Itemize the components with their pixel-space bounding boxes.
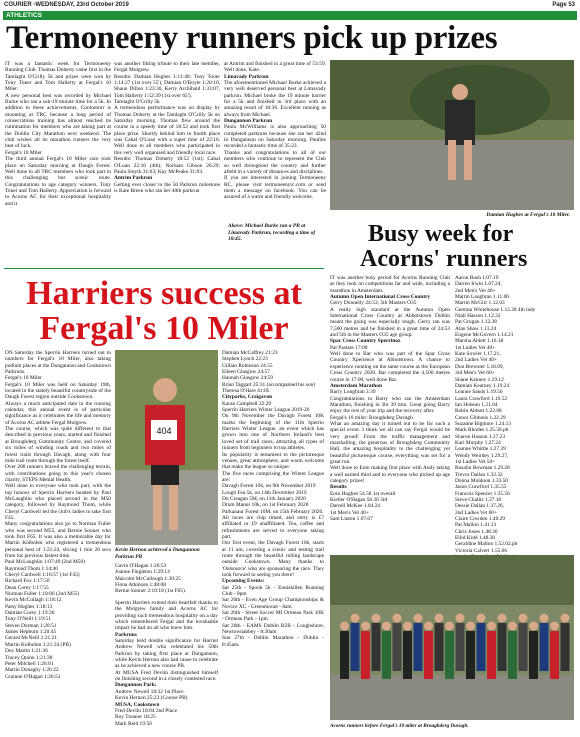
paragraph: Dn Creagan 5M, on 11th January 2020 [222, 495, 306, 502]
group-photo-illustration [330, 555, 574, 720]
paragraph: Damian Kearney 1.19.24 [455, 382, 510, 389]
paragraph: Fergal's 10 Miler [5, 375, 42, 382]
paragraph: Chris Jones 1.48.30 [455, 528, 498, 535]
paragraph: Davagh Forest 10k, on 9th November 2019 [222, 483, 316, 490]
paragraph: Dean Corey 1:17:55 [5, 584, 49, 591]
paragraph: Paula McWilliams is also approaching 50 completed parkruns because she ran her 42nd in Dungannon on Saturday morning. Pauline recorded a fantastic time of 35:23. [224, 124, 326, 150]
paragraph: Autumn Open International Cross Country [330, 294, 431, 301]
paragraph: Kevin Hernon 25:23 (Course PB) [115, 695, 188, 702]
harriers-headline-line-1: Harriers success at [26, 275, 302, 312]
paragraph: Our first event, the Davagh Forest 10k, starts at 11 am, covering a scenic and testing trail route through the beautiful rolling landscape outside Cookstown. Many thanks to 'Outsource' who are sponsoring the race. They look forward to seeing you there! [222, 540, 324, 579]
paragraph: Over 200 runners braved the challenging terrain, with contributions going to this year's chosen charity, STEPS Mental Health. [5, 464, 111, 483]
paragraph: Steven Dorman 1:20:51 [5, 622, 57, 629]
crowd-figure [435, 623, 444, 671]
paragraph: Always a much anticipated date in the running calendar, this annual event is of particular significance as it celebrates the life and memory of Acorns AC athlete Fergal Mulgrew. [5, 400, 111, 426]
paragraph: Malcolm McCullough 1:30:25 [115, 575, 181, 582]
crowd-head [498, 614, 507, 623]
crowd-figure [466, 631, 475, 679]
crowd-head [561, 614, 570, 623]
paragraph: Patsy Hughes 1:18:13 [5, 603, 53, 610]
paragraph: Suzanne Bigmore 1.24.13 [455, 420, 511, 427]
crowd-figure [561, 623, 570, 671]
acorns-column-1 [330, 275, 450, 550]
crowd-figure [550, 631, 559, 679]
paragraph: Hannah Glasgow 24:59 [222, 375, 273, 382]
paragraph: Sharon Hasson 1.27.23 [455, 433, 506, 440]
paragraph: Wendy Weirdey 1.29.27, [455, 452, 509, 459]
paragraph: Dessie Dallan 1.37.26, [455, 503, 504, 510]
paragraph: Its popularity is testament to the picturesque venues, great atmosphere, and warm welcome that make the league so unique. [222, 451, 324, 471]
harriers-headline-line-2: Fergal's 10 Miler [39, 310, 289, 347]
crowd-head [550, 622, 559, 631]
paragraph: Claire Cowden 1.40.29 [455, 516, 506, 523]
paragraph: 1st Ladies Vet 40+ [455, 344, 496, 351]
paragraph: Cheryl Cardwell 1:16:57 (1st F45) [5, 572, 80, 579]
paragraph: Stephen Lynch 22:23 [222, 356, 268, 363]
crowd-figure [487, 631, 496, 679]
paragraph: Bernie Sonner 2:10:18 (1st F65). [115, 588, 187, 595]
paragraph: 2nd Ladies Vet 40+ [455, 357, 498, 364]
paragraph: Sperrin Harriers extend their heartfelt thanks to the Mulgrew family and Acorns AC for providing such tremendous hospitality on a day which remembered Fergal and the invaluable impact he had on all who knew him. [115, 600, 218, 632]
top-story-column-1 [5, 61, 111, 263]
paragraph: At MUSA Fred Devlin distinguished himself on finishing second in a closely contested race. [115, 669, 218, 683]
paragraph: Saturday held double significance for Harriet Andrew Newell who celebrated his 50th Parkrun by taking first place at Dungannon, while Kevin Hernon also had cause to celebrate as he achieved a new course PB. [115, 638, 218, 670]
paragraph: Pat Grogan 1.12.38 [455, 319, 497, 326]
paragraph: Results [330, 484, 347, 491]
acorns-photo-caption: Acorns runners before Fergal's 10 miler at Broughderg Davagh. [330, 723, 469, 729]
paragraph: Gavin O'Hagan 1:26:53 [115, 563, 167, 569]
paragraph: Laura Crawford 1.19.52 [455, 395, 508, 402]
crowd-head [424, 622, 433, 631]
paragraph: Parkruns [115, 631, 137, 638]
paragraph: Marsha Ablett 1.16.18 [455, 338, 504, 345]
paragraph: Fergal's 10 Miler [5, 149, 42, 156]
crowd-head [351, 614, 360, 623]
paragraph: Niall Hasson 1.12.32 [455, 313, 501, 320]
paragraph: Karan Campbell 22:29 [222, 400, 272, 407]
paragraph: A tremendous performance was on display by Thomas Doherty at the Tamlaght O'Crilly 5k on Saturday morning. Thomas flew around the course in a speedy time of 18:52 and took first place prize. Shortly behind him in fourth place was Cahal O'Loan with a super time of 22:16. Well done to all members who participated in this very well organised and friendly local race. [114, 105, 220, 156]
paragraph: Gemma Whitehouse 1.12.28 4th lady [455, 306, 536, 313]
paragraph: Grainne O'Hagan 1:26:51 [5, 673, 61, 680]
crowd-figure [477, 623, 486, 671]
paragraph: Paul McLaughlin 1:07:49 (2nd M50) [5, 559, 85, 566]
paragraph: Conor Gibbons 1.22.29 [455, 414, 506, 421]
paragraph: Limavady Parkrun [224, 73, 269, 80]
crowd-head [414, 614, 423, 623]
paragraph: The course, which was quite different to that described in previous years, started and finished at Broughderg Community Centre, and covered six miles of winding roads and two miles of forest trails through Davagh, along with four mile trail route through the forest itself. [5, 426, 111, 464]
crowd-head [361, 622, 370, 631]
paragraph: Darrell McKee 1.04.24 [330, 503, 380, 510]
paragraph: Rosalin Bowman 1.29.28 [455, 465, 510, 472]
crowd-figure [456, 623, 465, 671]
paragraph: Dungannon Park: [115, 682, 157, 689]
paragraph: Antrim Parkrun [114, 175, 153, 182]
paragraph: Donna Muldoon 1.33.50 [455, 478, 509, 484]
crowd-head [487, 622, 496, 631]
paragraph: Well done to Eoin making first place with Andy taking a well earned third and to everyone who picked up age category prizes! [330, 465, 450, 484]
pullquote: Above: Michael Burke ran a PB at Limavady Parkrun, recording a time of 18:45. [228, 223, 316, 242]
svg-text:404: 404 [156, 426, 172, 436]
paragraph: Peter Mitchell 1:26:01 [5, 660, 54, 667]
paragraph: Doc Martin 1:21:36 [5, 648, 48, 655]
paragraph: Congratulations to Barry who ran the Amsterdam Marathon, finishing in 3hr 39 min. Great going Barry enjoy the rest of your trip and the recovery after. [330, 395, 450, 415]
paragraph: Sat 26th - EAMS Dublin B2B - Loughshore, Newtownabbey - 8:30am [222, 622, 324, 636]
paragraph: Damian Corey 1:19:30 [5, 610, 55, 617]
acorns-headline-line-1: Busy week for [368, 221, 514, 247]
paragraph: Drum Manor 10k, on 1st February 2020 [222, 502, 309, 509]
paragraph: Sat 26th - Street Soccer MI Ormeau Park 10K - Ormeau Park - 1pm [222, 610, 324, 623]
paragraph: Dungannon Parkrun [224, 118, 273, 125]
crowd-figure [414, 623, 423, 671]
section-banner: ATHLETICS [3, 11, 577, 20]
paragraph: Leanne Sands 1.19.50 [455, 389, 503, 396]
kevin-hernon-photo [115, 350, 218, 545]
paragraph: Kevin McCullagh 1:18:12 [5, 597, 62, 604]
paragraph: Sun 27th - Dublin Marathon - Dublin - 8:45am. [222, 635, 324, 648]
paragraph: Shane Kenney 1.19.12 [455, 376, 504, 383]
paragraph: 2nd Men's Vet 40+ [455, 287, 496, 294]
crowd-head [456, 614, 465, 623]
paragraph: Sam Linton 1.07.07 [330, 516, 373, 523]
paragraph: Alan Shaw 1.13.24 [455, 325, 497, 332]
paragraph: Barry Loughran 3:39 [330, 389, 376, 396]
paragraph: ON Saturday the Sperrin Harriers turned out in numbers for Fergal's 10 Miler, also taking podium places at the Dungannon and Cookstown Parkruns. [5, 350, 111, 376]
crowd-head [529, 622, 538, 631]
paragraph: Eugene McGovern 1.14.21 [455, 332, 514, 339]
crowd-figure [529, 631, 538, 679]
paragraph: Well done to everyone who took part, with the top honour of Sperrin Harriers headed by Paul McLaughlin who placed second in the M50 category, followed by Raymond Thom, while Cheryl Cardwell led the club's ladies to take first F45. [5, 483, 111, 521]
harriers-column-2-bottom [115, 600, 218, 733]
paragraph: Brian Taggart 25:31 (accompanied his son) [222, 381, 316, 388]
runner-illustration [115, 350, 218, 545]
paragraph: Kate Sowler 1.17.21, [455, 351, 501, 358]
paragraph: Martin Kolbohm 1:21:24 (PB) [5, 641, 71, 648]
paragraph: Geraldine Mallon 1.52.02.pb [455, 541, 518, 548]
paragraph: A new personal best was recorded by Michael Burke who ran a sub-19 minute time for a 5k. In addition to these achievements, Conlomnrr is mounting at TRC because a long period of consecrations training has almost reached its culmination for members who are taking part at the Dublin City Marathon next weekend. The club wishes all its marathon runners the very best of luck. [5, 92, 111, 150]
paragraph: Norman Fuller 1:18:06 (2nd M55) [5, 591, 80, 598]
crowd-head [393, 614, 402, 623]
crowd-head [435, 614, 444, 623]
paragraph: Fiona Atkinson 1:48:08 [115, 582, 166, 589]
page-number: Page 53 [552, 2, 575, 8]
paragraph: Lough Fea 5k, on 14th December 2019 [222, 489, 307, 496]
paragraph: Karl Murphy 1.27.24 [455, 439, 501, 446]
paragraph: IT was a fantastic week for Termoneeny Running Club. Thomas Doherty came first in the Tamlaght O'Crilly 5k and prizes were won by Tony Toner and Tom Hallerty at Fergal's 10 Miler. [5, 61, 111, 93]
paragraph: Mark Rhodes 1.25.58.pb [455, 427, 509, 434]
paragraph: Don Brewster 1.18.09, [455, 363, 504, 370]
crowd-head [403, 622, 412, 631]
paragraph: Aaron Rush 1.07.19 [455, 275, 499, 281]
paragraph: 1st Ladies Vet 50+ [455, 458, 496, 465]
crowd-head [540, 614, 549, 623]
crowd-head [466, 622, 475, 631]
crowd-figure [519, 623, 528, 671]
paragraph: Martin Donaghy 1:26:22 [5, 667, 59, 674]
paragraph: Mark Reid 19:50 [115, 720, 152, 727]
crowd-head [519, 614, 528, 623]
paragraph: If you are interested in joining Termoneeny RC, please visit termoneenyrc.com or send them a message on facebook. You can be assured of a warm and friendly welcome. [224, 175, 326, 201]
paragraph: Eilid Kidd 1.48.30 [455, 535, 496, 542]
paragraph: Tracey Quinn 1:21:38 [5, 654, 53, 661]
paragraph: Getting ever closer to the 50 Parkrun milestone is Kate Breen who ran her 40th parkrun [114, 181, 220, 194]
paragraph: What an amazing day it turned out to be for such a special event. I think we all can say Fergal would be very proud! From the traffic management and marshalling, the generous of Broughderg Community Hall, the amazing hospitality to the challenging yet beautiful picturesque course, everything was set for a great run. [330, 420, 450, 465]
crowd-head [508, 622, 517, 631]
paragraph: Trevor Dallan 1.32.32 [455, 471, 503, 478]
paragraph: Well done to Bar who was part of the Spar Cross Country Xperience at Abbotstown. A chance to experience running on the same course as the European Cross Country 2020. Bar completed the 4,500 metres course in 17:00, well done Bar. [330, 351, 450, 383]
crowd-figure [403, 631, 412, 679]
paragraph: Francois Spencer 1.35.56 [455, 490, 510, 497]
paragraph: Parkanaur Forest 10M, on 15th February 2020. [222, 508, 324, 515]
crowd-figure [508, 631, 517, 679]
paragraph: Damian McCaffrey 21:23 [222, 350, 278, 356]
paragraph: Steve Challis 1.37.18 [455, 497, 502, 504]
crowd-figure [540, 623, 549, 671]
acorns-group-photo [330, 555, 574, 720]
paragraph: Sperrin Harriers Winter League 2019-20 [222, 407, 310, 414]
crowd-figure [445, 631, 454, 679]
paragraph: Upcoming Events: [222, 578, 265, 585]
paragraph: MUSA, Cookstown [115, 701, 160, 708]
paragraph: Robin Abbott 1.22.08 [455, 408, 502, 415]
paragraph: Tamlaght O'Crilly 5k [114, 99, 160, 106]
paragraph: A really high standard at the Autumn Open International Cross Country at Abbotstown Dublin meant the going was especially tough. Gerry ran was 7,500 metres and he finished in a great time of 24:53 and 5th in the Masters O35 age group. [330, 306, 450, 339]
paragraph: Fergal's 10 Miler was held on Saturday 19th, located in the stately beautiful countryside of the Daugh Forest region outside Cookstown. [5, 381, 111, 401]
paragraph: The third annual Fergal's 10 Miler race took place on Saturday morning at Daugh Forest. Well done to all TRC members who took part in this challenging but scenic route. Congratulations to age category winners, Tony Toner and Tom Hallerty. Appreciation is forward to Acorns AC for their exceptional hospitality and it [5, 156, 111, 207]
paragraph: James Hepburn 1:20:45 [5, 629, 57, 636]
crowd-head [477, 614, 486, 623]
crowd-figure [361, 631, 370, 679]
paragraph: Gerard McNeill 1:21:21 [5, 635, 58, 642]
divider [4, 268, 324, 269]
runner-photo-illustration [330, 60, 574, 210]
paragraph: Martin McGirr 1.12.03 [455, 300, 505, 307]
crowd-figure [372, 623, 381, 671]
paragraph: 3rd Men's Vet 60+ [455, 370, 495, 377]
paragraph: Eoin Hughes 54.58 1st overall [330, 490, 396, 497]
harriers-column-1 [5, 350, 111, 733]
paragraph: All races are chip timed, and entry is £7 affiliated or £9 unaffiliated. Tea, coffee and refreshments are served to everyone taking part. [222, 514, 324, 540]
paragraph: 2nd Ladies Vet 60+ [455, 509, 498, 516]
paragraph: Thanks and congratulations to all of our members who continue to represent the Club so well throughout the country and further afield in a variety of distances and disciplines. [224, 149, 326, 175]
harriers-column-2-top [115, 563, 218, 598]
paragraph: Roy Treanor 18:25 [115, 714, 156, 721]
publication-date: COURIER -WEDNESDAY, 23rd October 2019 [4, 2, 129, 8]
crowd-figure [351, 623, 360, 671]
paragraph: Victoria Calvert 1.55.06 [455, 547, 508, 554]
harriers-photo-caption: Kevin Hernon achieved a Dungannon Parkrun PB [115, 547, 200, 560]
paragraph: The five races comprising the Winter League are: [222, 470, 324, 483]
paragraph: Results: Thomas Doherty 18:52 (1st); Cahal O'Loan 22:16 (4th); Norman Gibson 26:29; Paula Smyth 31:03; Kay McPeake 31:03. [114, 156, 220, 175]
acorns-headline-line-2: Acorns' runners [360, 246, 528, 272]
paragraph: Eileen Glasgow 24:57 [222, 369, 270, 376]
paragraph: was another fitting tribute to their late member, Fergal Mulgrew. [114, 61, 220, 74]
paragraph: Andrew Newell 18:32 1st Place [115, 688, 184, 695]
acorns-column-2 [455, 275, 573, 554]
paragraph: at Antrim and finished in a great time of 53:59. Well done, Kate. [224, 61, 326, 74]
paragraph: Darren Irwin 1.07.24, [455, 281, 502, 288]
crowd-figure [424, 631, 433, 679]
paragraph: Spar Cross Country Sperrinoz [330, 338, 401, 345]
paragraph: Martin Laughran 1.11.06 [455, 294, 509, 301]
paragraph: Fred Devlin 18:04 2nd Place [115, 707, 177, 714]
paragraph: Gerry Donnelly 24:53; 5th Masters O35 [330, 300, 417, 307]
damian-hughes-photo [330, 60, 574, 210]
paragraph: On 9th November the Davagh Forest 10K marks the beginning of the 11th Sperrin Harriers Winter League, an event which has grown into one of Northern Ireland's best loved set of trail races, attracting all types of runners from beginners to top athletes. [222, 413, 324, 452]
paragraph: Many congratulations also go to Norman Fuller who was second M55, and Bernie Sonner who took first F65. It was also a memorable day for Martin Kolbohm who registered a tremendous personal best of 1:21:24, slicing 1 min 20 secs from his previous fastest time. [5, 521, 111, 559]
paragraph: Jason Crawford 1.35.55 [455, 484, 507, 491]
paragraph: Pat Mallon 1.41.13 [455, 522, 497, 529]
paragraph: Ian Hobson 1.21.04 [455, 401, 498, 408]
paragraph: Gillian Robinson 24:55 [222, 362, 273, 369]
paragraph: Sat 25th - Spook 5k - Enniskillen Running Club - 8pm [222, 584, 324, 598]
paragraph: Tony O'Neill 1:19:51 [5, 616, 51, 623]
paragraph: Theresa O'Hare 41:05 [222, 388, 270, 395]
paragraph: The aforementioned Michael Burke achieved a very well deserved personal best at Limavady parkrun. Michael broke the 19 minute barrier for a 5k and finished in 3rd place with an amazing result of 18:36. Excellent running as always from Michael. [224, 80, 326, 118]
paragraph: Results: Damian Hughes 1:11:40; Tony Toner 1:14:27 (1st over 55'), Damian O'Boyle 1:20:10, Shaun Dillon 1:23:30, Kerry Archibald 1:33:07, Tom Hallerty 1:52:39 (1st over 65'). [114, 73, 220, 99]
crowd-figure [382, 631, 391, 679]
crowd-figure [498, 623, 507, 671]
top-photo-caption: Damian Hughes at Fergal's 10 Miler. [486, 212, 570, 218]
crowd-head [445, 622, 454, 631]
top-headline: Termoneeny runners pick up prizes [6, 20, 498, 56]
paragraph: Sat 26th - Even Age Group Championships & Novice XC - Greenmount - 8am [222, 597, 324, 610]
top-story-column-3 [224, 61, 326, 226]
paragraph: Fergal's 10 miler: Broughderg Davagh [330, 414, 413, 421]
paragraph: Richard Fox 1:17:50 [5, 578, 50, 585]
top-story-column-2 [114, 61, 220, 263]
paragraph: Cityparks, Craigavon [222, 394, 273, 401]
crowd-head [382, 622, 391, 631]
paragraph: Amsterdam Marathon [330, 382, 382, 389]
paragraph: IT was another busy period for Acorns Running Club as they took on competitions far and wide, including a marathon in Amsterdam. [330, 275, 450, 294]
paragraph: 1st Men's Vet 40+ [330, 509, 369, 516]
paragraph: Raymond Thom 1:14:40 [5, 565, 58, 572]
paragraph: Leanne Whittle 1.27.39 [455, 446, 506, 453]
harriers-column-3 [222, 350, 324, 733]
paragraph: Joanne Fingleton 1:29:14 [115, 569, 170, 576]
crowd-head [372, 614, 381, 623]
crowd-head [340, 622, 349, 631]
crowd-figure [340, 631, 349, 679]
paragraph: Pat Pastare 17:00 [330, 344, 368, 351]
crowd-figure [393, 623, 402, 671]
paragraph: Kieller O'Hagan 58.30 3rd [330, 497, 388, 504]
